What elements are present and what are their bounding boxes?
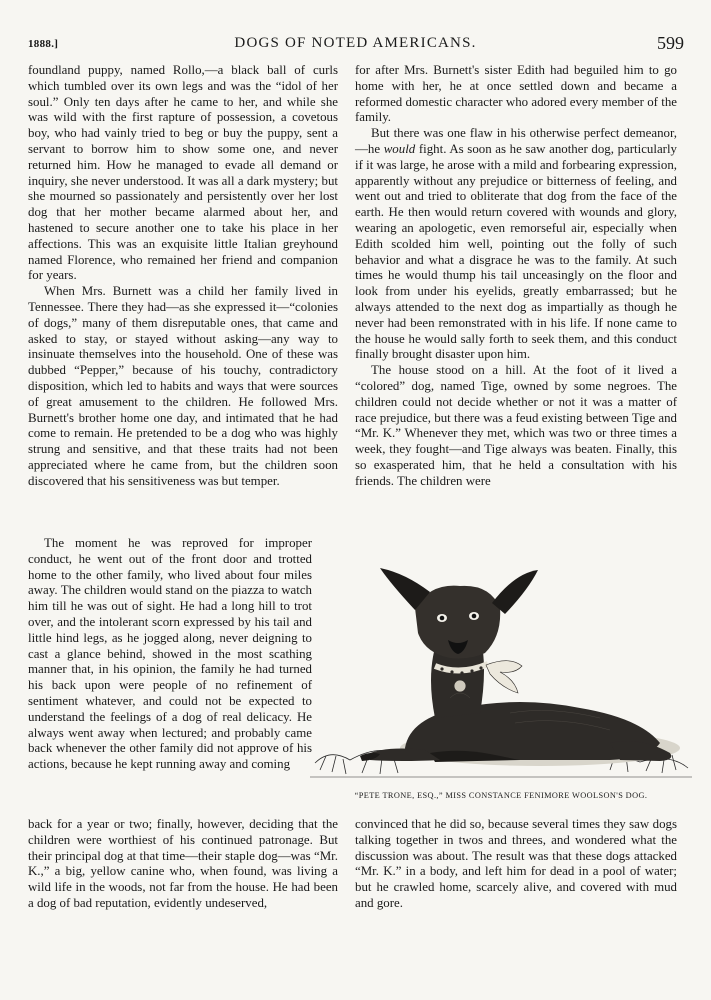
left-column-top (28, 63, 338, 490)
running-title: DOGS OF NOTED AMERICANS. (234, 35, 477, 51)
page-number: 599 (657, 33, 684, 53)
right-column-top (355, 63, 677, 490)
dog-illustration-icon (310, 548, 692, 783)
header-year: 1888.] (28, 38, 59, 50)
left-column-narrow (28, 536, 312, 773)
paragraph-tige: The house stood on a hill. At the foot of it lived a “colored” dog, named Tige, owned by some negroes. The children could not decide whether or not it was a matter of race prejudice, but there was a feud existing between Tige and “Mr. K.” Whenever they met, which was two or three times a week, they fought—and Tige always was beaten. Finally, this so exasperated him, that he held a consultation with his friends. The children were (355, 363, 677, 488)
fighting-text-start: But there was one flaw in his otherwise perfect demeanor,—he (355, 126, 677, 156)
paragraph-mr-k: back for a year or two; finally, however, deciding that the children were worthiest of his continued patronage. But their principal dog at that time—their staple dog—was “Mr. K.,” a big, yellow canine who, when found, was living a wild life in the woods, not far from the house. He had been a dog of bad reputation, evidently undeserved, (28, 817, 338, 910)
fighting-text-rest: fight. As soon as he saw another dog, particularly if it was large, he arose with a mild and forbearing expression, apparently without any prejudice or bitterness of feeling, and went out and tried to obliterate that dog from the face of the earth. He then would return covered with wounds and glory, wearing an apologetic, even remorseful air, especially when Edith scolded him well, pointing out the folly of such behavior and what a disgrace he was to the family. At such times he would thump his tail unceasingly on the floor and look from under his eyelids, greatly embarrassed; but he always attended to the next dog as impartially as though he never had been remonstrated with in his life. If none came to the house he would sally forth to seek them, and this conduct finally brought disaster upon him. (355, 141, 677, 362)
paragraph-rollo: foundland puppy, named Rollo,—a black ball of curls which tumbled over its own legs and was the “idol of her soul.” Only ten days after he came to her, and while she was wild with the first rapture of possession, a covetous boy, who had vainly tried to beg or buy the puppy, sent a servant to borrow him to show some one, and never returned him. How he managed to evade all demand or inquiry, she never understood. It was all a dark mystery; but she mourned so passionately and persistently over her lost dog that her mother became alarmed about her, and hastened to secure another one to take his place in her affections. This was an exquisite little Italian greyhound named Florence, who remained her friend and companion for years. (28, 63, 338, 283)
paragraph-fighting (355, 126, 677, 363)
figure-caption: “PETE TRONE, ESQ.,” MISS CONSTANCE FENIMORE WOOLSON'S DOG. (354, 791, 648, 800)
paragraph-tennessee: When Mrs. Burnett was a child her family lived in Tennessee. There they had—as she expressed it—“colonies of dogs,” many of them disreputable ones, that came and asked to stay, or stayed without asking—any way to insinuate themselves into the household. One of these was dubbed “Pepper,” because of his touchy, contradictory disposition, which led to habits and ways that were sources of great amusement to the children. He followed Mrs. Burnett's brother home one day, and intimated that he had come to remain. He pretended to be a dog who was highly strung and sensitive, and that these traits had not been appreciated where he came from, but the children soon discovered that his sensitiveness was but temper. (28, 284, 338, 488)
paragraph-pepper: The moment he was reproved for improper conduct, he went out of the front door and trotted home to the other family, who lived about four miles away. The children would stand on the piazza to watch him till he was out of sight. He had a long hill to trot over, and the intolerant scorn expressed by his tail and little hind legs, as he jogged along, never deigning to cast a glance behind, showed in the most scathing manner that, in his opinion, the family he had turned his back upon were people of no refinement of sentiment whatever, and could not be expected to understand the feelings of a dog of real delicacy. He always went away when lectured; and probably came back whenever the other family did not approve of his actions, because he kept running away and coming (28, 536, 312, 772)
left-column-bottom (28, 817, 338, 912)
paragraph-edith: for after Mrs. Burnett's sister Edith had beguiled him to go home with her, he at once settled down and became a reformed domestic character who adored every member of the family. (355, 63, 677, 125)
paragraph-attack: convinced that he did so, because several times they saw dogs talking together in twos and threes, and wondered what the discussion was about. The result was that these dogs attacked “Mr. K.” in a body, and left him for dead in a pool of water; but he crawled home, scarcely alive, and covered with mud and gore. (355, 817, 677, 910)
emphasis-would: would (383, 141, 416, 156)
dog-engraving (310, 548, 692, 783)
right-column-bottom (355, 817, 677, 912)
